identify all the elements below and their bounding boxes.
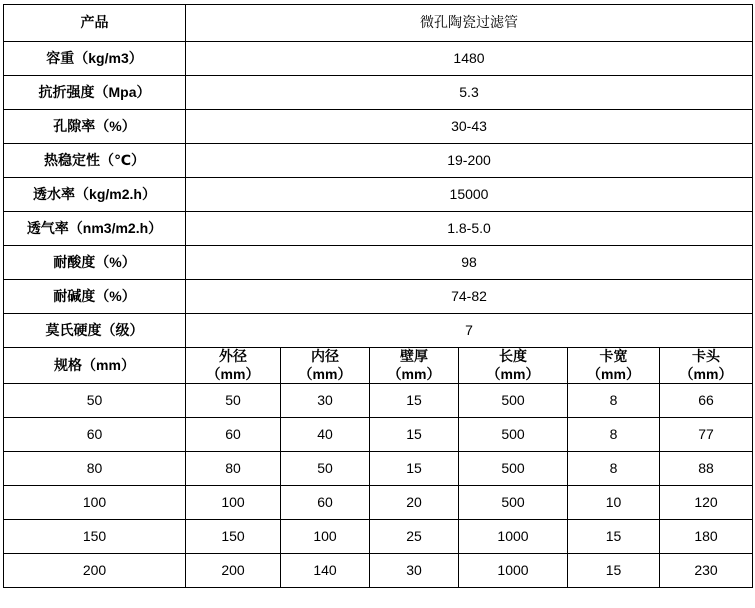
table-row [4,76,753,110]
dimension-cell: 80 [4,452,186,486]
dimension-cell: 15 [370,418,459,452]
dimension-cell: 40 [281,418,370,452]
dimension-header-cell [370,348,459,384]
table-row [4,212,753,246]
dimension-header-cell [660,348,753,384]
dimension-cell: 80 [186,452,281,486]
dimension-header-line2: （mm） [206,365,260,382]
property-value: 7 [186,314,753,348]
dimension-cell: 8 [568,418,660,452]
property-label: 抗折强度（Mpa） [4,76,186,110]
dimension-cell: 500 [459,418,568,452]
dimension-cell: 8 [568,452,660,486]
dimension-cell: 150 [4,520,186,554]
table-row [4,384,753,418]
dimension-cell: 8 [568,384,660,418]
property-value: 19-200 [186,144,753,178]
dimension-cell: 10 [568,486,660,520]
dimension-header-cell [4,348,186,384]
dimension-header-line1: 壁厚 [400,348,428,364]
property-value: 1480 [186,42,753,76]
property-value: 74-82 [186,280,753,314]
table-row [4,314,753,348]
table-row [4,5,753,42]
property-value: 15000 [186,178,753,212]
table-row [4,246,753,280]
dimension-cell: 150 [186,520,281,554]
dimension-cell: 50 [186,384,281,418]
property-value: 98 [186,246,753,280]
dimension-header-line1: 长度 [499,348,527,364]
dimension-header-line1: 内径 [311,348,339,364]
table-row [4,280,753,314]
dimension-cell: 200 [4,554,186,588]
property-value: 30-43 [186,110,753,144]
table-row [4,452,753,486]
property-label: 容重（kg/m3） [4,42,186,76]
dimension-cell: 180 [660,520,753,554]
dimension-cell: 500 [459,452,568,486]
dimension-cell: 230 [660,554,753,588]
dimension-header-cell [186,348,281,384]
dimension-header-line1: 外径 [219,348,247,364]
dimension-cell: 120 [660,486,753,520]
property-label: 热稳定性（℃） [4,144,186,178]
dimension-cell: 60 [186,418,281,452]
property-value: 微孔陶瓷过滤管 [186,5,753,42]
dimension-cell: 15 [568,554,660,588]
dimension-cell: 200 [186,554,281,588]
dimension-cell: 1000 [459,520,568,554]
table-row [4,42,753,76]
dimension-cell: 100 [4,486,186,520]
property-label: 耐酸度（%） [4,246,186,280]
dimension-header-line2: （mm） [679,365,733,382]
dimension-header-cell [281,348,370,384]
property-label: 透水率（kg/m2.h） [4,178,186,212]
property-value: 1.8-5.0 [186,212,753,246]
table-row [4,110,753,144]
table-row [4,418,753,452]
dimension-cell: 1000 [459,554,568,588]
dimension-cell: 25 [370,520,459,554]
dimension-cell: 60 [281,486,370,520]
specification-table [3,4,753,588]
dimension-cell: 60 [4,418,186,452]
table-row [4,554,753,588]
dimension-cell: 100 [281,520,370,554]
dimension-header-cell [459,348,568,384]
dimension-header-line1: 规格（mm） [54,356,135,373]
dimension-header-row [4,348,753,384]
property-label: 产品 [4,5,186,42]
dimension-cell: 30 [281,384,370,418]
property-label: 耐碱度（%） [4,280,186,314]
dimension-cell: 15 [370,452,459,486]
dimension-cell: 66 [660,384,753,418]
dimension-cell: 20 [370,486,459,520]
dimension-cell: 88 [660,452,753,486]
property-label: 透气率（nm3/m2.h） [4,212,186,246]
dimension-cell: 140 [281,554,370,588]
table-row [4,144,753,178]
dimension-header-line2: （mm） [587,365,640,382]
dimension-cell: 77 [660,418,753,452]
dimension-cell: 500 [459,384,568,418]
dimension-header-line1: 卡宽 [599,348,628,364]
dimension-cell: 30 [370,554,459,588]
dimension-header-line2: （mm） [298,365,352,382]
table-row [4,486,753,520]
dimension-cell: 50 [4,384,186,418]
property-label: 莫氏硬度（级） [4,314,186,348]
dimension-cell: 100 [186,486,281,520]
dimension-cell: 15 [370,384,459,418]
dimension-header-line2: （mm） [486,365,540,382]
dimension-cell: 50 [281,452,370,486]
property-value: 5.3 [186,76,753,110]
table-row [4,178,753,212]
property-label: 孔隙率（%） [4,110,186,144]
dimension-cell: 15 [568,520,660,554]
dimension-header-line1: 卡头 [692,348,720,364]
dimension-header-cell [568,348,660,384]
dimension-header-line2: （mm） [387,365,441,382]
table-row [4,520,753,554]
dimension-cell: 500 [459,486,568,520]
